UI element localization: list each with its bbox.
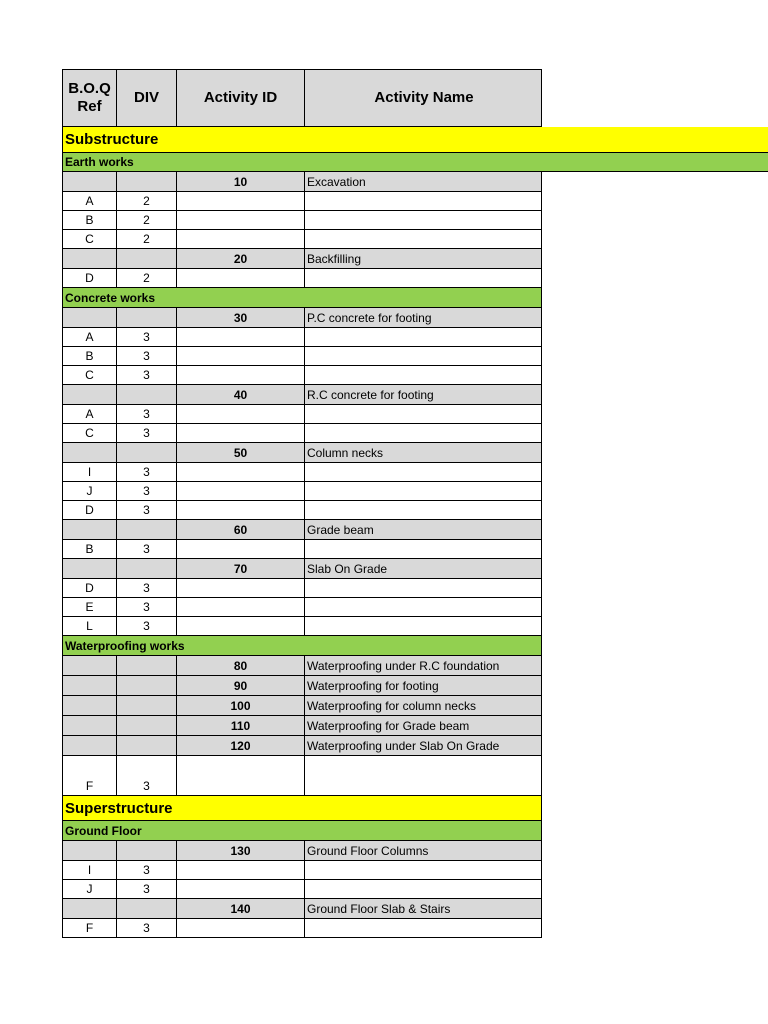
- div-cell[interactable]: 3: [116, 366, 176, 385]
- activity-name-cell[interactable]: [304, 617, 542, 636]
- div-cell[interactable]: [116, 696, 176, 716]
- activity-id-cell[interactable]: 90: [176, 676, 304, 696]
- table-row: [62, 443, 542, 463]
- activity-id-cell[interactable]: [176, 328, 304, 347]
- boq-ref-cell[interactable]: [62, 249, 116, 269]
- activity-id-cell[interactable]: [176, 861, 304, 880]
- activity-name-cell[interactable]: [304, 463, 542, 482]
- activity-name-cell[interactable]: Column necks: [304, 443, 542, 463]
- activity-name-cell[interactable]: P.C concrete for footing: [304, 308, 542, 328]
- activity-name-cell[interactable]: [304, 192, 542, 211]
- boq-ref-cell[interactable]: C: [62, 366, 116, 385]
- activity-id-cell[interactable]: 40: [176, 385, 304, 405]
- section-header: Substructure: [62, 127, 768, 153]
- activity-id-cell[interactable]: 140: [176, 899, 304, 919]
- activity-id-cell[interactable]: 20: [176, 249, 304, 269]
- table-row: [62, 880, 542, 899]
- activity-name-cell[interactable]: Ground Floor Slab & Stairs: [304, 899, 542, 919]
- activity-name-cell[interactable]: [304, 880, 542, 899]
- table-row: [62, 579, 542, 598]
- boq-ref-cell[interactable]: A: [62, 192, 116, 211]
- activity-id-cell[interactable]: 50: [176, 443, 304, 463]
- table-row: [62, 308, 542, 328]
- boq-ref-cell[interactable]: E: [62, 598, 116, 617]
- table-row: [62, 385, 542, 405]
- activity-id-cell[interactable]: [176, 598, 304, 617]
- activity-name-cell[interactable]: [304, 482, 542, 501]
- div-cell[interactable]: 3: [116, 328, 176, 347]
- header-boq-ref[interactable]: B.O.Q Ref: [62, 69, 116, 127]
- boq-ref-cell[interactable]: [62, 899, 116, 919]
- div-cell[interactable]: 2: [116, 230, 176, 249]
- table-row: [62, 598, 542, 617]
- activity-name-cell[interactable]: [304, 347, 542, 366]
- activity-name-cell[interactable]: Waterproofing for column necks: [304, 696, 542, 716]
- boq-ref-cell[interactable]: [62, 308, 116, 328]
- activity-name-cell[interactable]: [304, 230, 542, 249]
- div-cell[interactable]: [116, 443, 176, 463]
- activity-id-cell[interactable]: [176, 617, 304, 636]
- activity-id-cell[interactable]: [176, 880, 304, 899]
- activity-id-cell[interactable]: 70: [176, 559, 304, 579]
- div-cell[interactable]: 3: [116, 919, 176, 938]
- div-cell[interactable]: 3: [116, 598, 176, 617]
- boq-ref-cell[interactable]: B: [62, 211, 116, 230]
- div-cell[interactable]: [116, 841, 176, 861]
- table-row: [62, 656, 542, 676]
- div-cell[interactable]: 3: [116, 579, 176, 598]
- activity-name-cell[interactable]: R.C concrete for footing: [304, 385, 542, 405]
- div-cell[interactable]: 3: [116, 347, 176, 366]
- activity-id-cell[interactable]: [176, 482, 304, 501]
- boq-ref-cell[interactable]: B: [62, 347, 116, 366]
- activity-id-cell[interactable]: [176, 463, 304, 482]
- activity-id-cell[interactable]: [176, 919, 304, 938]
- table-row: [62, 617, 542, 636]
- div-cell[interactable]: [116, 559, 176, 579]
- activity-name-cell[interactable]: [304, 540, 542, 559]
- boq-ref-cell[interactable]: D: [62, 501, 116, 520]
- activity-id-cell[interactable]: 130: [176, 841, 304, 861]
- activity-id-cell[interactable]: 100: [176, 696, 304, 716]
- boq-ref-cell[interactable]: A: [62, 328, 116, 347]
- activity-id-cell[interactable]: [176, 269, 304, 288]
- boq-ref-cell[interactable]: [62, 841, 116, 861]
- div-cell[interactable]: [116, 385, 176, 405]
- header-div[interactable]: DIV: [116, 69, 176, 127]
- div-cell[interactable]: [116, 249, 176, 269]
- header-activity-name[interactable]: Activity Name: [304, 69, 542, 127]
- boq-ref-cell[interactable]: I: [62, 861, 116, 880]
- div-cell[interactable]: [116, 172, 176, 192]
- div-cell[interactable]: [116, 899, 176, 919]
- table-row: [62, 736, 542, 756]
- div-cell[interactable]: 3: [116, 540, 176, 559]
- activity-id-cell[interactable]: 10: [176, 172, 304, 192]
- activity-id-cell[interactable]: [176, 192, 304, 211]
- activity-name-cell[interactable]: [304, 861, 542, 880]
- activity-name-cell[interactable]: Waterproofing for Grade beam: [304, 716, 542, 736]
- boq-ref-cell[interactable]: [62, 736, 116, 756]
- activity-id-cell[interactable]: 120: [176, 736, 304, 756]
- boq-ref-cell[interactable]: D: [62, 579, 116, 598]
- boq-ref-cell[interactable]: D: [62, 269, 116, 288]
- activity-id-cell[interactable]: [176, 501, 304, 520]
- activity-name-cell[interactable]: Backfilling: [304, 249, 542, 269]
- table-row: [62, 211, 542, 230]
- activity-id-cell[interactable]: 60: [176, 520, 304, 540]
- div-cell[interactable]: [116, 676, 176, 696]
- activity-id-cell[interactable]: [176, 405, 304, 424]
- boq-ref-cell[interactable]: [62, 696, 116, 716]
- activity-name-cell[interactable]: Waterproofing under Slab On Grade: [304, 736, 542, 756]
- activity-name-cell[interactable]: [304, 501, 542, 520]
- boq-ref-cell[interactable]: J: [62, 482, 116, 501]
- table-row: [62, 192, 542, 211]
- div-cell[interactable]: 3: [116, 756, 176, 796]
- table-row: [62, 501, 542, 520]
- activity-id-cell[interactable]: 80: [176, 656, 304, 676]
- div-cell[interactable]: 2: [116, 211, 176, 230]
- boq-ref-cell[interactable]: F: [62, 756, 116, 796]
- activity-name-cell[interactable]: [304, 598, 542, 617]
- boq-ref-cell[interactable]: I: [62, 463, 116, 482]
- section-header: Superstructure: [62, 796, 542, 821]
- boq-ref-cell[interactable]: C: [62, 230, 116, 249]
- boq-ref-cell[interactable]: [62, 656, 116, 676]
- table-row: [62, 841, 542, 861]
- table-row: [62, 366, 542, 385]
- activity-name-cell[interactable]: [304, 424, 542, 443]
- table-row: [62, 696, 542, 716]
- activity-id-cell[interactable]: [176, 211, 304, 230]
- activity-id-cell[interactable]: [176, 756, 304, 796]
- table-row: [62, 716, 542, 736]
- activity-name-cell[interactable]: Waterproofing under R.C foundation: [304, 656, 542, 676]
- table-row: [62, 482, 542, 501]
- activity-name-cell[interactable]: Excavation: [304, 172, 542, 192]
- boq-ref-cell[interactable]: B: [62, 540, 116, 559]
- header-activity-id[interactable]: Activity ID: [176, 69, 304, 127]
- activity-id-cell[interactable]: [176, 230, 304, 249]
- table-row: [62, 172, 542, 192]
- activity-id-cell[interactable]: [176, 366, 304, 385]
- activity-id-cell[interactable]: [176, 347, 304, 366]
- activity-name-cell[interactable]: [304, 405, 542, 424]
- div-cell[interactable]: 3: [116, 482, 176, 501]
- table-row: [62, 520, 542, 540]
- boq-ref-cell[interactable]: [62, 385, 116, 405]
- div-cell[interactable]: 3: [116, 617, 176, 636]
- boq-ref-cell[interactable]: L: [62, 617, 116, 636]
- activity-name-cell[interactable]: Waterproofing for footing: [304, 676, 542, 696]
- div-cell[interactable]: 3: [116, 861, 176, 880]
- activity-name-cell[interactable]: Grade beam: [304, 520, 542, 540]
- activity-name-cell[interactable]: [304, 269, 542, 288]
- div-cell[interactable]: 3: [116, 424, 176, 443]
- boq-ref-cell[interactable]: [62, 520, 116, 540]
- boq-ref-cell[interactable]: [62, 676, 116, 696]
- boq-ref-cell[interactable]: [62, 716, 116, 736]
- activity-name-cell[interactable]: [304, 211, 542, 230]
- div-cell[interactable]: 2: [116, 192, 176, 211]
- activity-id-cell[interactable]: [176, 579, 304, 598]
- activity-name-cell[interactable]: [304, 579, 542, 598]
- activity-name-cell[interactable]: Ground Floor Columns: [304, 841, 542, 861]
- table-row: [62, 328, 542, 347]
- table-row: [62, 559, 542, 579]
- boq-ref-cell[interactable]: J: [62, 880, 116, 899]
- table-row: [62, 405, 542, 424]
- table-row: [62, 463, 542, 482]
- activity-name-cell[interactable]: [304, 756, 542, 796]
- boq-ref-cell[interactable]: F: [62, 919, 116, 938]
- div-cell[interactable]: 3: [116, 405, 176, 424]
- div-cell[interactable]: 3: [116, 463, 176, 482]
- table-row: [62, 249, 542, 269]
- table-row: [62, 269, 542, 288]
- div-cell[interactable]: [116, 520, 176, 540]
- activity-name-cell[interactable]: [304, 328, 542, 347]
- activity-name-cell[interactable]: Slab On Grade: [304, 559, 542, 579]
- activity-name-cell[interactable]: [304, 919, 542, 938]
- div-cell[interactable]: [116, 716, 176, 736]
- boq-ref-cell[interactable]: [62, 443, 116, 463]
- table-row: [62, 899, 542, 919]
- activity-name-cell[interactable]: [304, 366, 542, 385]
- div-cell[interactable]: 3: [116, 880, 176, 899]
- header-row: [62, 69, 542, 127]
- activity-id-cell[interactable]: [176, 540, 304, 559]
- activity-id-cell[interactable]: 30: [176, 308, 304, 328]
- boq-ref-cell[interactable]: A: [62, 405, 116, 424]
- boq-ref-cell[interactable]: [62, 559, 116, 579]
- activity-id-cell[interactable]: 110: [176, 716, 304, 736]
- table-row: [62, 756, 542, 796]
- table-row: [62, 676, 542, 696]
- table-row: [62, 919, 542, 938]
- div-cell[interactable]: 2: [116, 269, 176, 288]
- div-cell[interactable]: [116, 736, 176, 756]
- div-cell[interactable]: 3: [116, 501, 176, 520]
- boq-ref-cell[interactable]: [62, 172, 116, 192]
- table-row: [62, 347, 542, 366]
- section-header: Ground Floor: [62, 821, 542, 841]
- activity-id-cell[interactable]: [176, 424, 304, 443]
- table-row: [62, 540, 542, 559]
- section-header: Concrete works: [62, 288, 542, 308]
- table-row: [62, 861, 542, 880]
- section-header: Waterproofing works: [62, 636, 542, 656]
- boq-ref-cell[interactable]: C: [62, 424, 116, 443]
- section-header: Earth works: [62, 153, 768, 172]
- div-cell[interactable]: [116, 656, 176, 676]
- table-row: [62, 424, 542, 443]
- table-row: [62, 230, 542, 249]
- div-cell[interactable]: [116, 308, 176, 328]
